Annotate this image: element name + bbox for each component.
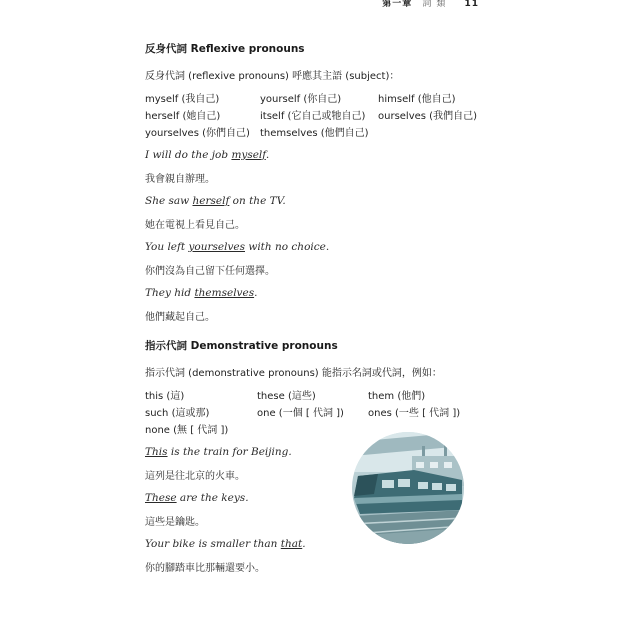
demonstrative-cell: such (這或那) <box>145 408 210 419</box>
reflexive-cell: herself (她自己) <box>145 111 221 122</box>
underlined-pronoun: that <box>280 538 303 550</box>
chapter-label: 第一章 <box>382 0 413 9</box>
chapter-subtitle: 詞 類 <box>422 0 447 9</box>
example-sentence: These are the keys. <box>145 492 249 504</box>
underlined-pronoun: yourselves <box>188 241 245 253</box>
reflexive-cell: yourselves (你們自己) <box>145 128 250 139</box>
underlined-pronoun: myself <box>231 149 266 161</box>
example-sentence: Your bike is smaller than that. <box>145 538 306 550</box>
train-illustration-icon <box>352 432 464 544</box>
running-header <box>382 0 479 9</box>
example-sentence: You left yourselves with no choice. <box>145 241 330 253</box>
reflexive-cell: himself (他自己) <box>378 94 456 105</box>
train-photo <box>352 432 464 544</box>
reflexive-cell: ourselves (我們自己) <box>378 111 477 122</box>
demonstrative-cell: these (這些) <box>257 391 316 402</box>
underlined-pronoun: themselves <box>194 287 255 299</box>
demonstrative-cell: ones (一些 [ 代詞 ]) <box>368 408 461 419</box>
example-translation: 她在電視上看見自己。 <box>145 220 245 231</box>
demonstrative-intro: 指示代詞 (demonstrative pronouns) 能指示名詞或代詞，例如： <box>145 368 442 379</box>
example-translation: 你們沒為自己留下任何選擇。 <box>145 266 275 277</box>
example-sentence: She saw herself on the TV. <box>145 195 286 207</box>
demonstrative-cell: one (一個 [ 代詞 ]) <box>257 408 344 419</box>
underlined-pronoun: These <box>145 492 177 504</box>
underlined-pronoun: This <box>145 446 168 458</box>
demonstrative-cell: them (他們) <box>368 391 426 402</box>
page-number: 11 <box>464 0 479 9</box>
example-translation: 我會親自辦理。 <box>145 174 215 185</box>
demonstrative-cell: this (這) <box>145 391 185 402</box>
reflexive-cell: itself (它自己或牠自己) <box>260 111 366 122</box>
example-translation: 他們藏起自己。 <box>145 312 215 323</box>
underlined-pronoun: herself <box>192 195 230 207</box>
example-sentence: This is the train for Beijing. <box>145 446 292 458</box>
reflexive-title: 反身代詞 Reflexive pronouns <box>145 43 305 55</box>
reflexive-intro: 反身代詞 (reflexive pronouns) 呼應其主語 (subject)： <box>145 71 400 82</box>
example-sentence: They hid themselves. <box>145 287 258 299</box>
demonstrative-title: 指示代詞 Demonstrative pronouns <box>145 340 338 352</box>
reflexive-cell: themselves (他們自己) <box>260 128 369 139</box>
demonstrative-cell: none (無 [ 代詞 ]) <box>145 425 229 436</box>
example-translation: 這些是鑰匙。 <box>145 517 205 528</box>
example-translation: 這列是往北京的火車。 <box>145 471 245 482</box>
example-translation: 你的腳踏車比那輛還要小。 <box>145 563 265 574</box>
example-sentence: I will do the job myself. <box>145 149 270 161</box>
reflexive-cell: yourself (你自己) <box>260 94 342 105</box>
reflexive-cell: myself (我自己) <box>145 94 220 105</box>
